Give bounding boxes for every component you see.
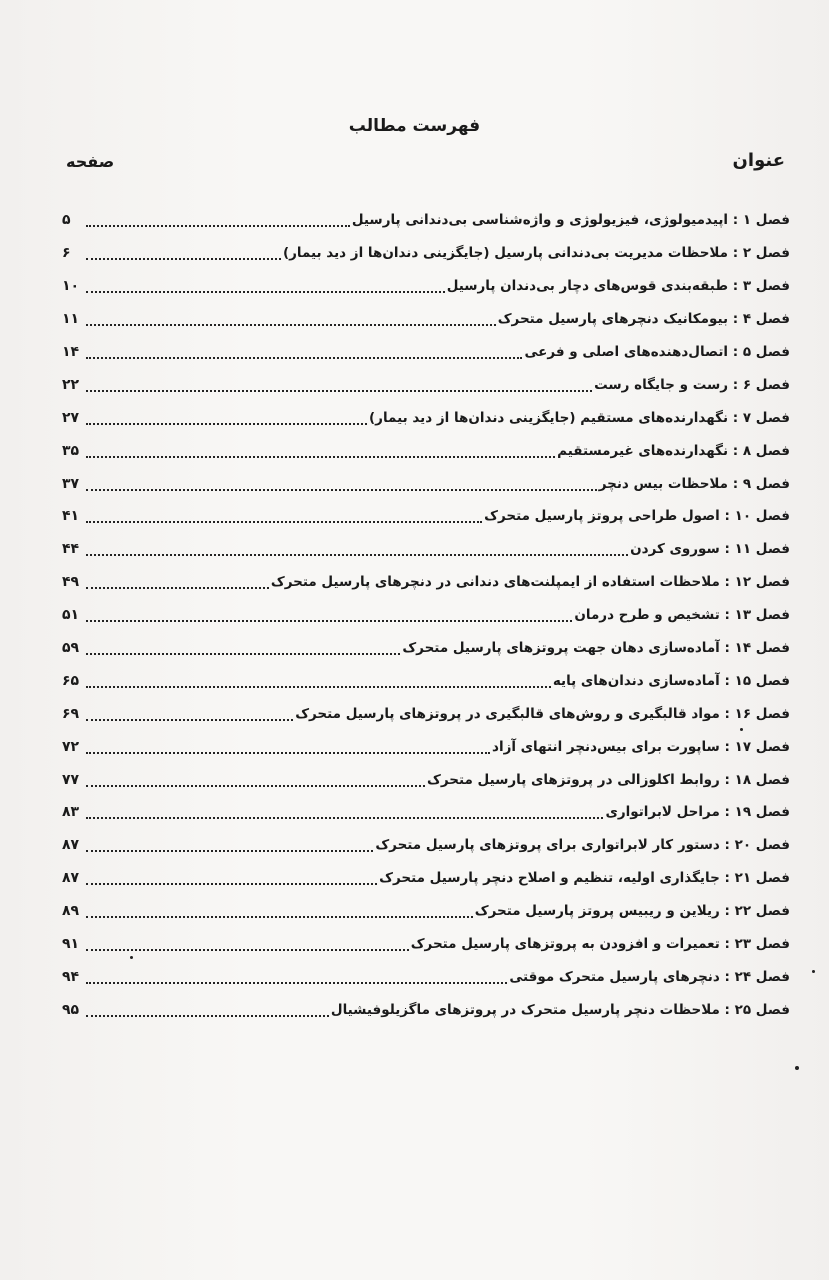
- toc-entry-page: ۵۱: [62, 607, 80, 624]
- toc-entry-label: فصل ۲۴ : دنچرهای پارسیل متحرک موقتی: [509, 968, 790, 985]
- toc-entry-page: ۱۱: [62, 311, 80, 328]
- dot-leader: [86, 949, 409, 951]
- toc-entry-label: فصل ۴ : بیومکانیک دنچرهای پارسیل متحرک: [497, 311, 790, 328]
- toc-entry-page: ۲۲: [62, 376, 80, 393]
- toc-entry: [62, 960, 790, 993]
- dot-leader: [86, 324, 496, 326]
- toc-entry-page: ۹۴: [62, 968, 80, 985]
- dot-leader: [86, 390, 592, 392]
- toc-entry-page: ۵۹: [62, 640, 80, 657]
- toc-entry-label: فصل ۲۱ : جایگذاری اولیه، تنظیم و اصلاح دنچر پارسیل متحرک: [379, 870, 790, 887]
- toc-entry-page: ۸۹: [62, 903, 80, 920]
- toc-entry-page: ۱۴: [62, 344, 80, 360]
- toc-entry-label: فصل ۱۰ : اصول طراحی پروتز پارسیل متحرک: [484, 508, 790, 525]
- toc-entry-label: فصل ۳ : طبقه‌بندی قوس‌های دچار بی‌دندان پارسیل: [446, 278, 790, 295]
- dot-leader: [86, 686, 551, 688]
- toc-entry-label: فصل ۶ : رست و جایگاه رست: [594, 376, 790, 393]
- toc-entry-label: فصل ۱۹ : مراحل لابراتواری: [605, 804, 790, 821]
- toc-entry-page: ۶۵: [62, 672, 80, 689]
- toc-entry-label: فصل ۸ : نگهدارنده‌های غیرمستقیم: [557, 442, 790, 459]
- toc-entry: [62, 796, 790, 829]
- dot-leader: [86, 982, 507, 984]
- toc-entry: [62, 730, 790, 763]
- column-header-title: عنوان: [732, 150, 785, 171]
- toc-entry-page: ۶۹: [62, 705, 80, 722]
- toc-entry-page: ۹۵: [62, 1001, 80, 1018]
- toc-entry: [62, 993, 790, 1026]
- dot-leader: [86, 883, 377, 885]
- toc-entry-page: ۸۷: [62, 837, 80, 854]
- toc-entry-label: فصل ۲۳ : تعمیرات و افزودن به پروتزهای پارسیل متحرک: [410, 936, 790, 953]
- toc-entry: [62, 895, 790, 928]
- toc-entry-page: ۸۳: [62, 804, 80, 821]
- toc-entry: [62, 270, 790, 303]
- toc-entry: [62, 599, 790, 632]
- dot-leader: [86, 554, 628, 556]
- toc-entry: [62, 204, 790, 237]
- toc-entry-label: فصل ۹ : ملاحظات بیس دنچر: [598, 475, 790, 492]
- toc-entry-page: ۶: [62, 245, 71, 262]
- table-of-contents: [62, 204, 790, 1026]
- toc-entry: [62, 664, 790, 697]
- toc-entry: [62, 434, 790, 467]
- dot-leader: [86, 719, 293, 721]
- stray-ink-mark: [740, 728, 743, 731]
- toc-entry-page: ۴۴: [62, 541, 80, 558]
- dot-leader: [86, 258, 281, 260]
- toc-entry-page: ۷۷: [62, 771, 80, 788]
- toc-entry: [62, 500, 790, 533]
- toc-entry: [62, 401, 790, 434]
- toc-entry-label: فصل ۷ : نگهدارنده‌های مستقیم (جایگزینی دندان‌ها از دید بیمار): [369, 409, 790, 426]
- page-title: فهرست مطالب: [348, 116, 481, 136]
- toc-entry-page: ۱۰: [62, 278, 80, 295]
- toc-entry: [62, 467, 790, 500]
- toc-entry: [62, 632, 790, 665]
- dot-leader: [86, 916, 473, 918]
- column-header-page: صفحه: [66, 152, 115, 171]
- toc-entry-label: فصل ۱۶ : مواد قالبگیری و روش‌های قالبگیری در پروتزهای پارسیل متحرک: [295, 705, 790, 722]
- dot-leader: [86, 653, 400, 655]
- toc-entry: [62, 928, 790, 961]
- dot-leader: [86, 291, 445, 293]
- toc-entry-label: فصل ۱۸ : روابط اکلوزالی در پروتزهای پارسیل متحرک: [427, 771, 790, 788]
- dot-leader: [86, 850, 373, 852]
- toc-entry-label: فصل ۱۳ : تشخیص و طرح درمان: [574, 607, 790, 624]
- toc-entry: [62, 697, 790, 730]
- dot-leader: [86, 357, 522, 359]
- toc-entry-label: فصل ۲۲ : ریلاین و ریبیس پروتز پارسیل متحرک: [474, 903, 790, 920]
- toc-entry-page: ۳۷: [62, 475, 80, 492]
- toc-entry: [62, 336, 790, 369]
- dot-leader: [86, 785, 425, 787]
- toc-entry-label: فصل ۱۷ : ساپورت برای بیس‌دنچر انتهای آزاد: [492, 738, 790, 755]
- toc-entry: [62, 237, 790, 270]
- dot-leader: [86, 752, 490, 754]
- toc-entry-label: فصل ۱۴ : آماده‌سازی دهان جهت پروتزهای پارسیل متحرک: [402, 640, 790, 657]
- toc-entry: [62, 303, 790, 336]
- toc-entry: [62, 862, 790, 895]
- toc-entry: [62, 763, 790, 796]
- dot-leader: [86, 521, 482, 523]
- toc-entry-page: ۸۷: [62, 870, 80, 887]
- toc-entry-label: فصل ۵ : اتصال‌دهنده‌های اصلی و فرعی: [524, 344, 790, 360]
- toc-entry: [62, 829, 790, 862]
- stray-ink-mark: [130, 956, 133, 959]
- toc-entry-label: فصل ۱ : اپیدمیولوژی، فیزیولوژی و واژه‌شناسی بی‌دندانی پارسیل: [351, 212, 790, 229]
- toc-entry-page: ۴۹: [62, 574, 80, 591]
- toc-entry-page: ۴۱: [62, 508, 80, 525]
- toc-entry-label: فصل ۲۰ : دستور کار لابراتواری برای پروتزهای پارسیل متحرک: [375, 837, 790, 854]
- toc-entry-label: فصل ۱۱ : سوروی کردن: [630, 541, 790, 558]
- toc-entry-label: فصل ۲۵ : ملاحظات دنچر پارسیل متحرک در پروتزهای ماگزیلوفیشیال: [330, 1001, 790, 1018]
- toc-entry-page: ۳۵: [62, 442, 80, 459]
- dot-leader: [86, 587, 269, 589]
- toc-entry-page: ۵: [62, 212, 71, 229]
- dot-leader: [86, 456, 555, 458]
- toc-entry-label: فصل ۱۵ : آماده‌سازی دندان‌های پایه: [552, 672, 790, 689]
- toc-entry-page: ۷۲: [62, 738, 80, 755]
- toc-entry-page: ۹۱: [62, 936, 80, 953]
- toc-entry: [62, 566, 790, 599]
- toc-entry-label: فصل ۱۲ : ملاحظات استفاده از ایمپلنت‌های دندانی در دنچرهای پارسیل متحرک: [270, 574, 790, 591]
- dot-leader: [86, 817, 603, 819]
- toc-entry: [62, 368, 790, 401]
- stray-ink-mark: [812, 970, 815, 973]
- toc-entry-page: ۲۷: [62, 409, 80, 426]
- dot-leader: [86, 620, 572, 622]
- toc-entry: [62, 533, 790, 566]
- dot-leader: [86, 1015, 329, 1017]
- toc-entry-label: فصل ۲ : ملاحظات مدیریت بی‌دندانی پارسیل (جایگزینی دندان‌ها از دید بیمار): [282, 245, 790, 262]
- stray-ink-mark: [795, 1066, 799, 1070]
- dot-leader: [86, 225, 350, 227]
- dot-leader: [86, 423, 367, 425]
- dot-leader: [86, 489, 597, 491]
